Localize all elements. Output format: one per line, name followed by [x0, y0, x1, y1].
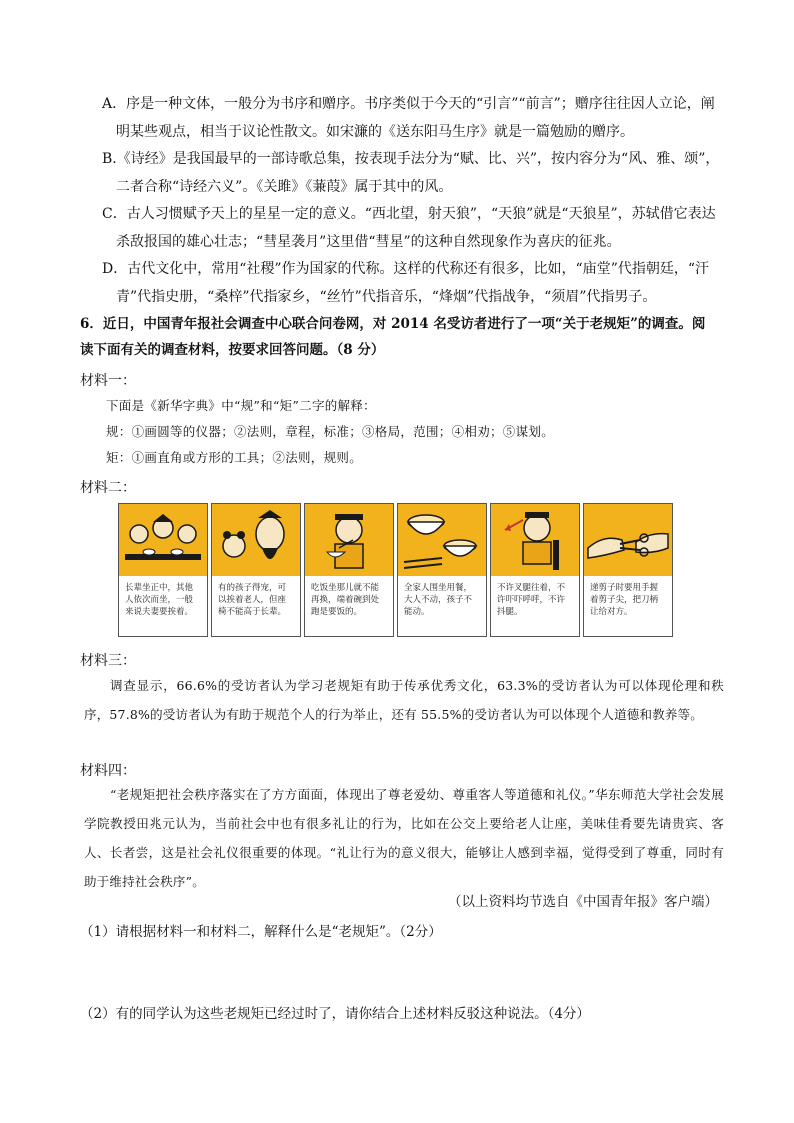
family-table-icon: [119, 504, 207, 576]
option-a-line1: A．序是一种文体，一般分为书序和赠序。书序类似于今天的“引言”“前言”；赠序往往因人立论，阐: [102, 96, 715, 112]
option-b-line2: 二者合称“诗经六义”。《关雎》《蒹葭》属于其中的风。: [116, 179, 453, 195]
sub-question-2: （2）有的同学认为这些老规矩已经过时了，请你结合上述材料反驳这种说法。（4分）: [80, 1006, 590, 1022]
comic-panel-5: [490, 503, 580, 637]
question-6: [80, 311, 730, 363]
comic-caption-4: 全家人围坐用餐，大人不动，孩子不能动。: [404, 583, 473, 617]
material3-text: 调查显示，66.6%的受访者认为学习老规矩有助于传承优秀文化，63.3%的受访者认为可以体现伦理和秩序，57.8%的受访者认为有助于规范个人的行为举止，还有 55.5%的受访者认为可以体现个人道德和教养等。: [84, 678, 724, 722]
option-c: [102, 200, 724, 256]
material4-text: “老规矩把社会秩序落实在了方方面面，体现出了尊老爱幼、尊重客人等道德和礼仪。”华东师范大学社会发展学院教授田兆元认为，当前社会中也有很多礼让的行为，比如在公交上要给老人让座，美味佳肴要先请贵宾、客人、长者尝，这是社会礼仪很重要的体现。“礼让行为的意义很大，能够让人感到幸福，觉得受到了尊重，同时有助于维持社会秩序”。: [84, 787, 724, 889]
option-d-line2: 青”代指史册，“桑梓”代指家乡，“丝竹”代指音乐，“烽烟”代指战争，“须眉”代指男子。: [116, 289, 657, 305]
option-d-line1: D．古代文化中，常用“社稷”作为国家的代称。这样的代称还有很多，比如，“庙堂”代指朝廷，“汗: [102, 261, 710, 277]
handing-scissors-icon: [584, 504, 672, 576]
material1-intro: 下面是《新华字典》中“规”和“矩”二字的解释：: [106, 398, 376, 413]
question-6-line2: 读下面有关的调查材料，按要求回答问题。（8 分）: [80, 342, 385, 358]
source-note: （以上资料均节选自《中国青年报》客户端）: [448, 894, 718, 910]
question-6-line1: 6．近日，中国青年报社会调查中心联合问卷网，对 2014 名受访者进行了一项“关于老规矩”的调查。阅: [80, 316, 706, 332]
material1-gui: 规：①画圆等的仪器；②法则，章程，标准；③格局，范围；④相劝；⑤谋划。: [106, 424, 555, 439]
sub-question-1: （1）请根据材料一和材料二，解释什么是“老规矩”。（2分）: [80, 924, 442, 940]
material4-label: 材料四：: [80, 763, 136, 779]
comic-caption-3: 吃饭坐那儿就不能再换，端着碗到处跑是要饭的。: [311, 583, 380, 617]
option-c-line1: C．古人习惯赋予天上的星星一定的意义。“西北望，射天狼”，“天狼”就是“天狼星”，苏轼借它表达: [102, 206, 716, 222]
material3-label: 材料三：: [80, 653, 136, 669]
eating-bowl-icon: [305, 504, 393, 576]
comic-strip: [118, 503, 674, 637]
elder-child-icon: [212, 504, 300, 576]
option-b-line1: B.《诗经》是我国最早的一部诗歌总集，按表现手法分为“赋、比、兴”，按内容分为“风、雅、颂”，: [102, 151, 720, 167]
option-a: [102, 90, 724, 146]
comic-panel-3: [304, 503, 394, 637]
material1-label: 材料一：: [80, 373, 136, 389]
dishes-chopsticks-icon: [398, 504, 486, 576]
option-d: [102, 255, 724, 311]
comic-caption-6: 递剪子时要用手握着剪子尖，把刀柄让给对方。: [590, 583, 659, 617]
option-c-line2: 杀敌报国的雄心壮志；“彗星袭月”这里借“彗星”的这种自然现象作为喜庆的征兆。: [116, 234, 621, 250]
comic-caption-2: 有的孩子得宠，可以挨着老人，但座椅不能高于长辈。: [218, 583, 287, 617]
comic-caption-1: 长辈坐正中，其他人依次而坐，一般来说夫妻要挨着。: [125, 583, 194, 617]
comic-panel-6: [583, 503, 673, 637]
comic-panel-2: [211, 503, 301, 637]
option-a-line2: 明某些观点，相当于议论性散文。如宋濂的《送东阳马生序》就是一篇勉励的赠序。: [116, 124, 634, 140]
comic-caption-5: 不许叉腿往着，不许吓吓呼呼，不许抖腿。: [497, 583, 566, 617]
comic-panel-1: [118, 503, 208, 637]
material1-ju: 矩：①画直角或方形的工具；②法则，规则。: [106, 450, 363, 465]
material2-label: 材料二：: [80, 480, 136, 496]
option-b: [102, 145, 724, 201]
seated-man-icon: [491, 504, 579, 576]
comic-panel-4: [397, 503, 487, 637]
